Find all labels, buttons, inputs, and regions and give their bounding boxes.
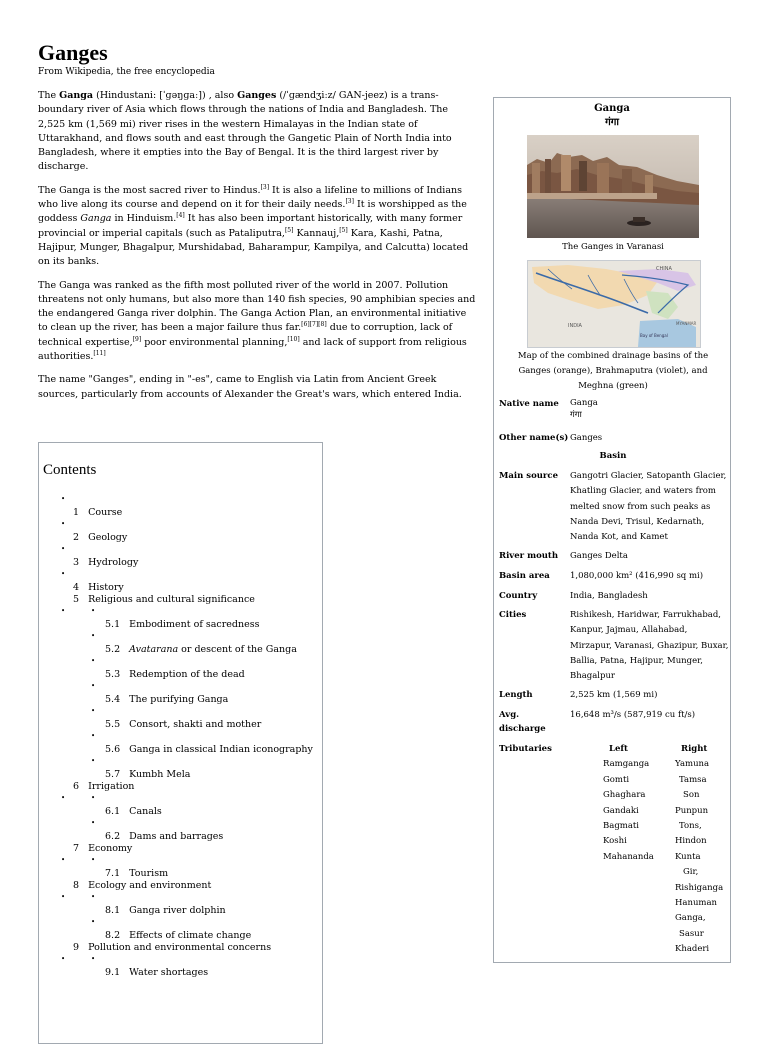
map-label-myanmar: MYANMAR	[676, 321, 697, 326]
citation-link[interactable]: [5]	[339, 226, 348, 234]
tributary[interactable]: Koshi	[603, 836, 627, 847]
bullet: •	[91, 955, 96, 963]
toc-item[interactable]: 4 History	[73, 582, 124, 593]
bullet: •	[91, 794, 96, 802]
toc-item[interactable]: 7 Economy	[73, 843, 133, 854]
bullet: •	[61, 545, 66, 553]
map-label-china: CHINA	[656, 266, 672, 272]
article-body	[38, 89, 478, 411]
bullet: •	[91, 918, 96, 926]
term-ganges: Ganges	[237, 90, 277, 101]
citation-link[interactable]: [5]	[284, 226, 294, 234]
tributary[interactable]: Hanuman	[675, 898, 718, 909]
bullet: •	[61, 794, 66, 802]
tributary[interactable]: Kunta	[675, 851, 701, 862]
tributary[interactable]: Gandaki	[603, 805, 639, 816]
table-of-contents	[38, 442, 323, 1044]
bullet: •	[61, 495, 66, 503]
toc-item[interactable]: 6.1 Canals	[105, 806, 162, 817]
tributary[interactable]: Yamuna	[675, 759, 710, 770]
row-tributaries: Tributaries Left Ramganga Gomti Ghaghara Gandaki Bagmati Koshi Mahananda Right Yamuna Tamsa Son Punpun Tons, Hindon Kunta Gir, Rishiganga Hanuman Ganga, Sasur Khaderi	[499, 742, 727, 962]
tributary[interactable]: Gomti	[603, 774, 630, 785]
citation-link[interactable]: [10]	[287, 335, 300, 343]
page-title: Ganges	[38, 40, 108, 65]
paragraph-name: The name "Ganges", ending in "-es", came to English via Latin from Ancient Greek sources, particularly from accounts of Alexander the Great's wars, which entered India.	[38, 374, 462, 400]
toc-item[interactable]: 7.1 Tourism	[105, 868, 169, 879]
bullet: •	[61, 520, 66, 528]
toc-item[interactable]: 5.4 The purifying Ganga	[105, 694, 229, 705]
tributary[interactable]: Mahananda	[603, 851, 654, 862]
tributary[interactable]: Ramganga	[603, 759, 650, 770]
tributary[interactable]: Punpun	[675, 805, 709, 816]
paragraph-pollution: The Ganga was ranked as the fifth most polluted river of the world in 2007. Pollution threatens not only humans, but also more than 140 fish species, 90 amphibian species and the endangered Ganga river dolphin. The Ganga Action Plan, an environmental initiative to clean up the river, has been a major failure thus far.[6][7][8] due to corruption, lack of technical expertise,[9] poor environmental planning,[10] and lack of support from religious authorities.[11]	[38, 279, 476, 363]
tributary[interactable]: Hindon	[675, 836, 707, 847]
tributary[interactable]: Ghaghara	[603, 790, 646, 801]
tributary[interactable]: Tons,	[679, 821, 702, 832]
term-ganga: Ganga	[59, 90, 94, 101]
tributary[interactable]: Khaderi	[675, 944, 710, 955]
page-subtitle: From Wikipedia, the free encyclopedia	[38, 67, 215, 77]
infobox: Ganga गंगा The Ganges in Varanasi CHINA INDIA Bay of Bengal MYANMAR Map of the combined drainage basins of the Ganges (orange), Brahmaputra (violet), and Meghna (green) Native name Ganga गंगा Other name(s) Ganges Basin Main source Gangotri Glacier, Satopanth Glacier, Khatling Glacier, and waters from melted snow from such peaks as Nanda Devi, Trisul, Kedarnath, Nanda Kot, and Kamet River mouth Ganges Delta Basin area 1,080,000 km² (416,990 sq mi) Country India, Bangladesh Cities Rishikesh, Haridwar, Farrukhabad, Kanpur, Jajmau, Allahabad, Mirzapur, Varanasi, Ghazipur, Buxar, Ballia, Patna, Hajipur, Munger, Bhagalpur Length 2,525 km (1,569 mi) Avg. discharge 16,648 m³/s (587,919 cu ft/s) Tributaries Left Ramganga Gomti Ghaghara Gandaki Bagmati Koshi Mahananda Right Yamuna Tamsa Son Punpun Tons, Hindon Kunta Gir, Rishiganga Hanuman Ganga, Sasur Khaderi	[493, 97, 731, 963]
citation-link[interactable]: [3]	[260, 183, 270, 191]
basin-heading: Basin	[599, 451, 627, 461]
bullet: •	[61, 955, 66, 963]
paragraph-sacred: The Ganga is the most sacred river to Hindus.[3] It is also a lifeline to millions of Indians who live along its course and depend on it for their daily needs.[3] It is worshipped as the goddess Ganga in Hinduism.[4] It has also been important historically, with many former provincial or imperial capitals (such as Pataliputra,[5] Kannauj,[5] Kara, Kashi, Patna, Hajipur, Munger, Bhagalpur, Murshidabad, Baharampur, Kampilya, and Calcutta) located on its banks.	[38, 183, 469, 268]
toc-item[interactable]: 2 Geology	[73, 532, 128, 543]
toc-item[interactable]: 8 Ecology and environment	[73, 880, 212, 891]
toc-item[interactable]: 9 Pollution and environmental concerns	[73, 942, 272, 953]
bullet: •	[91, 682, 96, 690]
tributary[interactable]: Rishiganga	[675, 882, 724, 893]
tributary[interactable]: Bagmati	[603, 821, 640, 832]
toc-item[interactable]: 5.1 Embodiment of sacredness	[105, 619, 260, 630]
bullet: •	[91, 732, 96, 740]
citation-link[interactable]: [3]	[345, 197, 354, 205]
tributaries-right: Right Yamuna Tamsa Son Punpun Tons, Hindon Kunta Gir, Rishiganga Hanuman Ganga, Sasur Khaderi	[675, 742, 731, 958]
bullet: •	[91, 893, 96, 901]
drainage-basin-map[interactable]	[527, 260, 701, 348]
toc-item[interactable]: 5.5 Consort, shakti and mother	[105, 719, 262, 730]
toc-title: Contents	[43, 462, 97, 478]
map-caption: Map of the combined drainage basins of the Ganges (orange), Brahmaputra (violet), and Meghna (green)	[517, 351, 709, 391]
citation-link[interactable]: [4]	[176, 212, 185, 220]
toc-item[interactable]: 5.2 Avatarana or descent of the Ganga	[105, 644, 297, 655]
bullet: •	[91, 757, 96, 765]
bullet: •	[61, 570, 66, 578]
toc-item[interactable]: 5.6 Ganga in classical Indian iconography	[105, 744, 313, 755]
tributary[interactable]: Ganga,	[675, 913, 706, 924]
bullet: •	[91, 856, 96, 864]
bullet: •	[61, 856, 66, 864]
bullet: •	[91, 657, 96, 665]
tributaries-left: Left Ramganga Gomti Ghaghara Gandaki Bagmati Koshi Mahananda	[603, 742, 653, 865]
citation-link[interactable]: [9]	[132, 335, 142, 343]
toc-item[interactable]: 6 Irrigation	[73, 781, 135, 792]
tributary[interactable]: Sasur	[679, 928, 704, 939]
bullet: •	[61, 893, 66, 901]
tributary[interactable]: Tamsa	[679, 774, 707, 785]
infobox-subtitle: गंगा	[605, 117, 619, 128]
bullet: •	[91, 707, 96, 715]
bullet: •	[91, 607, 96, 615]
toc-item[interactable]: 9.1 Water shortages	[105, 967, 209, 978]
toc-item[interactable]: 8.2 Effects of climate change	[105, 930, 252, 941]
citation-link[interactable]: [11]	[93, 349, 106, 357]
toc-item[interactable]: 6.2 Dams and barrages	[105, 831, 224, 842]
infobox-title: Ganga	[594, 103, 630, 114]
bullet: •	[91, 819, 96, 827]
tributary[interactable]: Gir,	[683, 867, 699, 878]
toc-item[interactable]: 3 Hydrology	[73, 557, 139, 568]
citation-link[interactable]: [6][7][8]	[301, 321, 327, 329]
toc-item[interactable]: 8.1 Ganga river dolphin	[105, 905, 226, 916]
toc-item[interactable]: 5.3 Redemption of the dead	[105, 669, 245, 680]
toc-item[interactable]: 5.7 Kumbh Mela	[105, 769, 191, 780]
varanasi-photo[interactable]	[527, 135, 699, 238]
bullet: •	[91, 632, 96, 640]
photo-caption: The Ganges in Varanasi	[562, 242, 664, 252]
bullet: •	[61, 607, 66, 615]
toc-item[interactable]: 1 Course	[73, 507, 123, 518]
map-label-india: INDIA	[568, 323, 582, 329]
map-label-bay: Bay of Bengal	[640, 333, 668, 338]
tributary[interactable]: Son	[683, 790, 700, 801]
paragraph-intro: The Ganga (Hindustani: [ˈɡəŋɡaː]) , also Ganges (/ˈɡændʒiːz/ GAN-jeez) is a trans-boundary river of Asia which flows through the nations of India and Bangladesh. The 2,525 km (1,569 mi) river rises in the western Himalayas in the Indian state of Uttarakhand, and flows south and east through the Gangetic Plain of North India into Bangladesh, where it empties into the Bay of Bengal. It is the third largest river by discharge.	[38, 90, 452, 173]
toc-item[interactable]: 5 Religious and cultural significance	[73, 594, 255, 605]
